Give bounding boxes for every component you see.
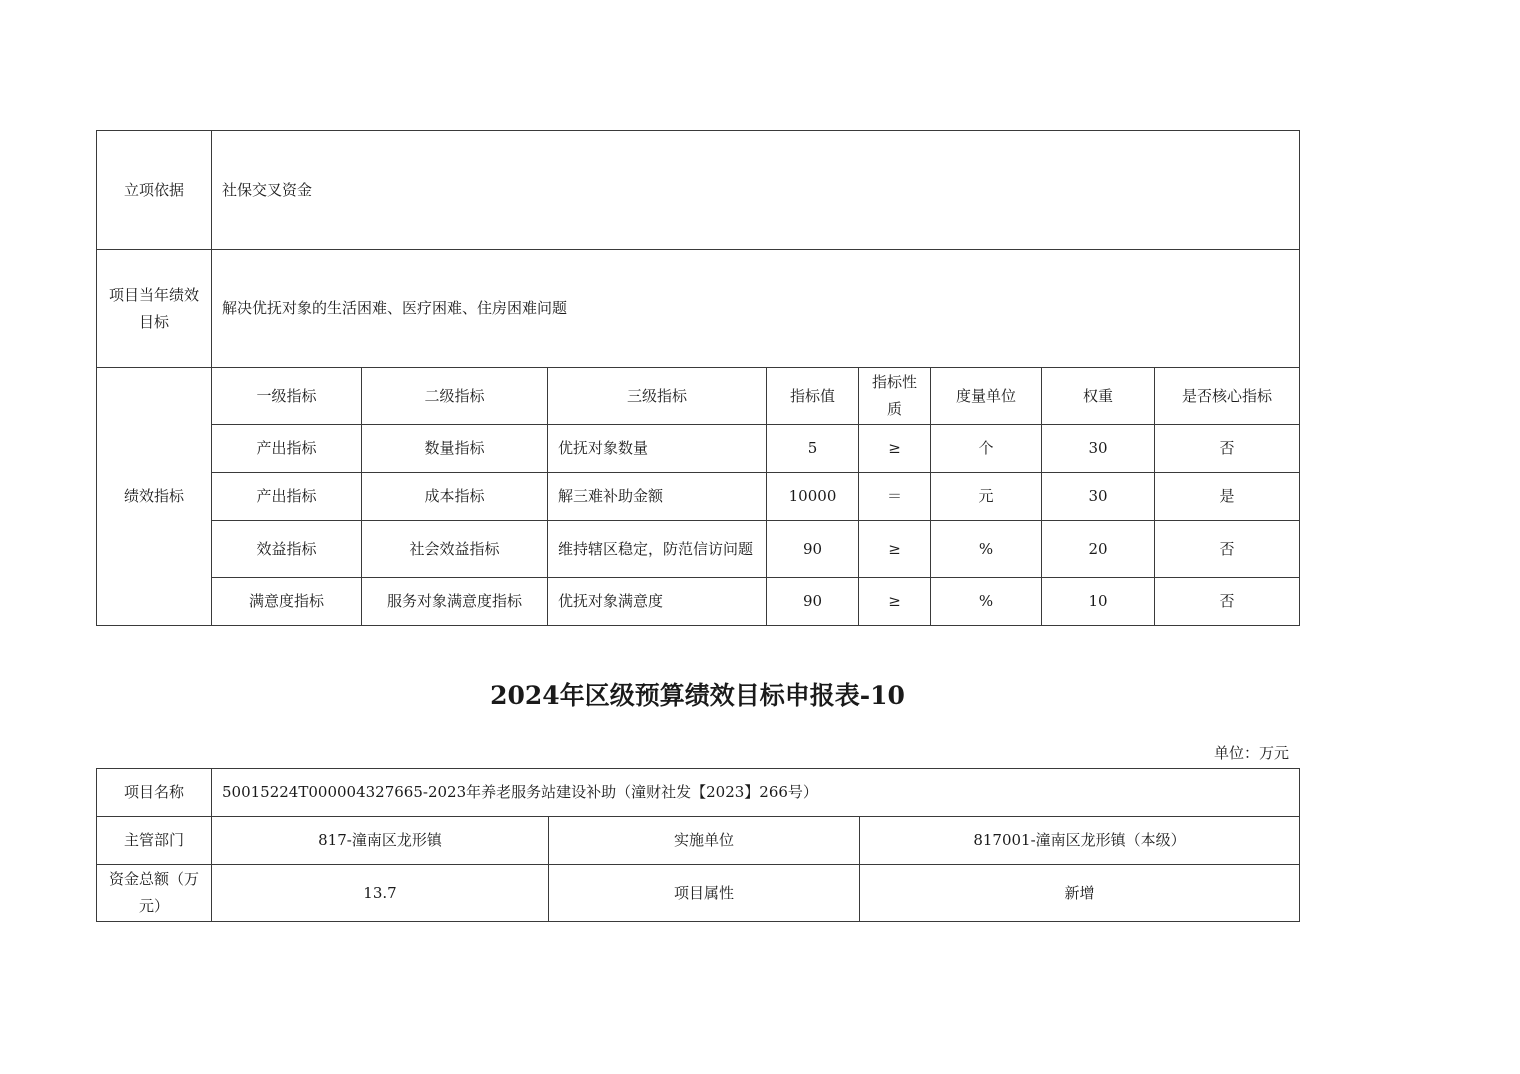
table-cell: ≥	[859, 425, 931, 473]
table-cell: 10000	[767, 473, 859, 521]
table-cell: 服务对象满意度指标	[362, 578, 548, 626]
table-cell: 90	[767, 521, 859, 578]
project-name-label: 项目名称	[97, 769, 212, 817]
table-cell: 优抚对象数量	[548, 425, 767, 473]
header-cell: 三级指标	[548, 368, 767, 425]
dept-label: 主管部门	[97, 817, 212, 865]
table-cell: ≥	[859, 578, 931, 626]
header-cell: 是否核心指标	[1155, 368, 1300, 425]
goal-label: 项目当年绩效目标	[97, 250, 212, 368]
header-cell: 权重	[1042, 368, 1155, 425]
table-cell: ＝	[859, 473, 931, 521]
table-cell: ≥	[859, 521, 931, 578]
funds-value: 13.7	[212, 865, 549, 922]
table-cell: 产出指标	[212, 473, 362, 521]
attr-label: 项目属性	[549, 865, 860, 922]
table-cell: 否	[1155, 425, 1300, 473]
table-cell: 数量指标	[362, 425, 548, 473]
unit-note: 单位：万元	[1213, 744, 1289, 762]
form-title: 2024年区级预算绩效目标申报表-10	[490, 681, 905, 710]
table-cell: 满意度指标	[212, 578, 362, 626]
table-cell: 否	[1155, 578, 1300, 626]
table-cell: 是	[1155, 473, 1300, 521]
performance-indicator-table	[96, 130, 1300, 626]
impl-value: 817001-潼南区龙形镇（本级）	[860, 817, 1300, 865]
header-cell: 一级指标	[212, 368, 362, 425]
table-cell: 5	[767, 425, 859, 473]
table-cell: 90	[767, 578, 859, 626]
table-cell: 个	[931, 425, 1042, 473]
table-cell: 成本指标	[362, 473, 548, 521]
dept-value: 817-潼南区龙形镇	[212, 817, 549, 865]
basis-value: 社保交叉资金	[212, 131, 1300, 250]
table-row	[97, 521, 1300, 578]
basis-label: 立项依据	[97, 131, 212, 250]
table-cell: 效益指标	[212, 521, 362, 578]
header-cell: 指标性质	[859, 368, 931, 425]
table-cell: 20	[1042, 521, 1155, 578]
table-cell: 30	[1042, 473, 1155, 521]
table-cell: 解三难补助金额	[548, 473, 767, 521]
table-cell: 产出指标	[212, 425, 362, 473]
funds-label: 资金总额（万元）	[97, 865, 212, 922]
table-cell: 元	[931, 473, 1042, 521]
table-cell: 否	[1155, 521, 1300, 578]
impl-label: 实施单位	[549, 817, 860, 865]
attr-value: 新增	[860, 865, 1300, 922]
table-cell: 优抚对象满意度	[548, 578, 767, 626]
project-info-table	[96, 768, 1300, 922]
table-cell: 10	[1042, 578, 1155, 626]
table-row	[97, 473, 1300, 521]
table-cell: %	[931, 521, 1042, 578]
indicators-label: 绩效指标	[97, 368, 212, 626]
table-cell: 维持辖区稳定，防范信访问题	[548, 521, 767, 578]
table-row	[97, 578, 1300, 626]
table-cell: 30	[1042, 425, 1155, 473]
indicator-header-row	[97, 368, 1300, 425]
goal-value: 解决优抚对象的生活困难、医疗困难、住房困难问题	[212, 250, 1300, 368]
table-cell: %	[931, 578, 1042, 626]
header-cell: 度量单位	[931, 368, 1042, 425]
table-cell: 社会效益指标	[362, 521, 548, 578]
table-row	[97, 425, 1300, 473]
header-cell: 指标值	[767, 368, 859, 425]
header-cell: 二级指标	[362, 368, 548, 425]
project-name-value: 50015224T000004327665-2023年养老服务站建设补助（潼财社发【2023】266号）	[212, 769, 1300, 817]
